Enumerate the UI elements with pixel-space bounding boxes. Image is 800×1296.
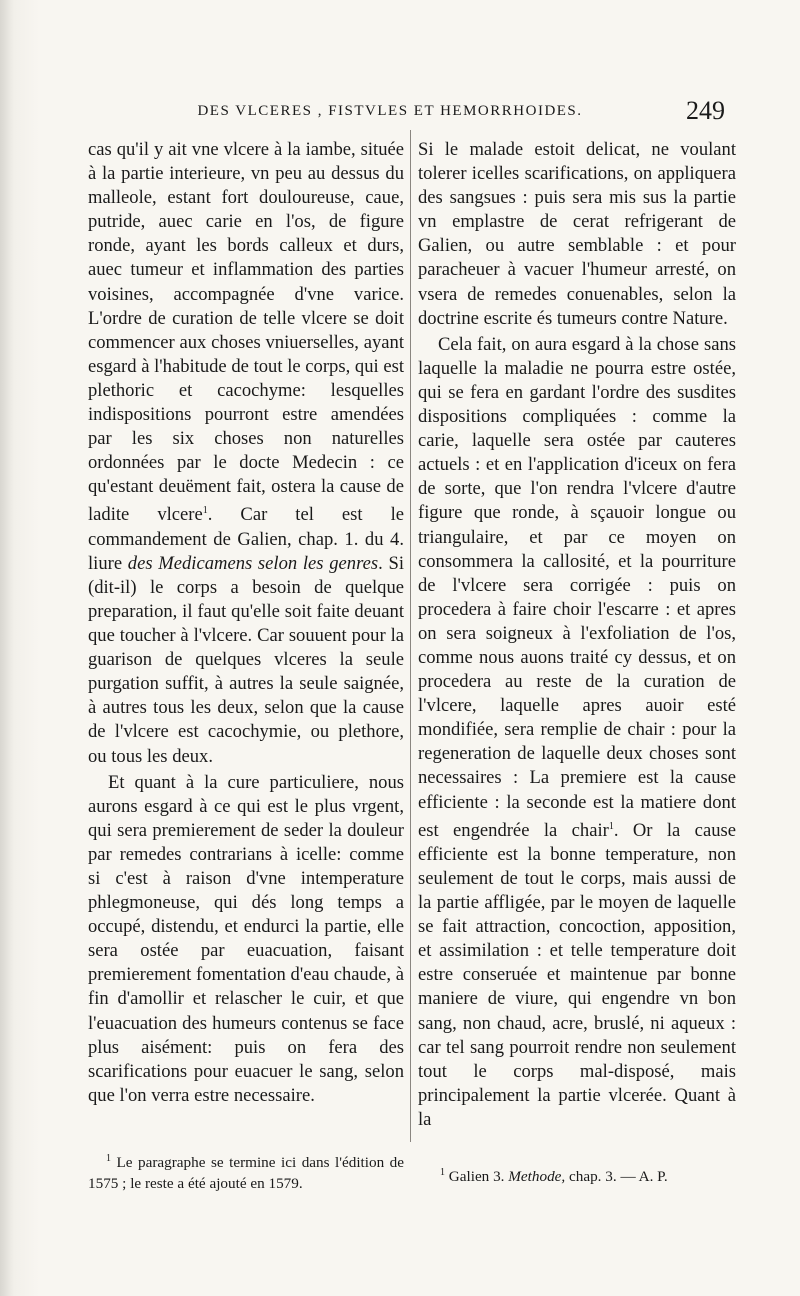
paragraph: Et quant à la cure particuliere, nous aurons esgard à ce qui est le plus vrgent, qui sera premierement de seder la douleur par remedes contrarians à icelle: comme si c'est à raison d'vne intemperature phlegmoneuse, qui dés long temps a occupé, distendu, et endurci la partie, elle sera ostée par euacuation, faisant premierement fomentation d'eau chaude, à fin d'amollir et relascher le cuir, et que l'euacuation des humeurs contenus se face plus aisément: puis on fera des scarifications pour euacuer le sang, selon que l'on verra estre necessaire. xyxy=(88,771,404,1106)
footnote-left xyxy=(88,1148,404,1194)
paragraph: Si le malade estoit delicat, ne voulant tolerer icelles scarifications, on appliquera des sangsues : puis sera mis sus la partie vn emplastre de cerat refrigerant de Galien, ou autre semblable : et pour paracheuer à vacuer l'humeur arresté, on vsera de remedes conuenables, selon la doctrine escrite és tumeurs contre Nature. xyxy=(418,139,736,329)
running-title: DES VLCERES , FISTVLES ET HEMORRHOIDES. xyxy=(197,103,583,119)
footnote-number: 1 xyxy=(106,1153,111,1164)
footnote-text: Galien 3. xyxy=(445,1168,509,1186)
text-run: . Si (dit-il) le corps a besoin de quelque preparation, il faut qu'elle soit faite deuant que toucher à l'vlcere. Car souuent pour la guarison de quelques vlceres la seule purgation suffit, à autres la seule saignée, à autres tous les deux, selon que la cause de l'vlcere est cacochymie, ou plethore, ou tous les deux. xyxy=(88,552,404,767)
footnote-text: Le paragraphe se termine ici dans l'édition de 1575 ; le reste a été ajouté en 1579. xyxy=(88,1154,404,1193)
paragraph xyxy=(418,333,736,1132)
footnote-number: 1 xyxy=(440,1167,445,1178)
footnote-book-title: Methode, xyxy=(508,1168,566,1186)
paragraph xyxy=(88,138,404,769)
text-run: . Car tel est le commandement de Galien, chap. 1. du 4. liure xyxy=(88,504,404,574)
text-run: . Or la cause efficiente est la bonne temperature, non seulement de tout le corps, mais aussi de la partie affligée, par le moyen de laquelle se fait attraction, concoction, apposition, et assimilation : et telle temperature doit estre conseruée et maintenue par bonne maniere de viure, qui engendre vn bon sang, non chaud, acre, bruslé, ni aqueux : car tel sang pourroit rendre non seulement tout le corps mal-disposé, mais principalement la partie vlcerée. Quant à la xyxy=(418,819,736,1130)
text-run: cas qu'il y ait vne vlcere à la iambe, située à la partie interieure, vn peu au dessus du malleole, estant fort douloureuse, caue, putride, auec carie en l'os, de figure ronde, ayant les bords calleux et durs, auec tumeur et inflammation des parties voisines, accompagnée d'vne varice. L'ordre de curation de telle vlcere se doit commencer aux choses vniuerselles, ayant esgard à l'habitude de tout le corps, qui est plethoric et cacochyme: lesquelles indispositions pourront estre amendées par les six choses non naturelles ordonnées par le docte Medecin : ce qu'estant deuëment fait, ostera la cause de ladite vlcere xyxy=(88,139,404,526)
right-column xyxy=(418,138,736,1132)
text-run: Cela fait, on aura esgard à la chose sans laquelle la maladie ne pourra estre ostée, qui se fera en gardant l'ordre des susdites dispositions compliquées : comme la carie, laquelle sera ostée par cauteres actuels : et en l'application d'iceux on fera de sorte, que l'on rendra l'vlcere d'autre figure que ronde, à sçauoir longue ou triangulaire, et par ce moyen on consommera la callosité, et la pourriture de l'vlcere sera corrigée : puis on procedera à faire choir l'escarre : et apres on sera soigneux à l'exfoliation de l'os, comme nous auons traité cy dessus, et on procedera au reste de la curation de l'vlcere, laquelle apres auoir esté mondifiée, sera remplie de chair : pour la regeneration de laquelle deux choses sont necessaires : La premiere est la cause efficiente : la seconde est la matiere dont est engendrée la chair xyxy=(418,333,736,841)
footnote-text: chap. 3. — A. P. xyxy=(565,1168,668,1186)
column-divider xyxy=(410,130,411,1142)
footnote-marker: 1 xyxy=(202,505,208,517)
left-column xyxy=(88,138,404,1108)
footnote-right xyxy=(422,1162,738,1187)
page-number: 249 xyxy=(686,96,725,125)
footnote-marker: 1 xyxy=(608,820,614,832)
book-title: des Medicamens selon les genres xyxy=(127,552,379,574)
